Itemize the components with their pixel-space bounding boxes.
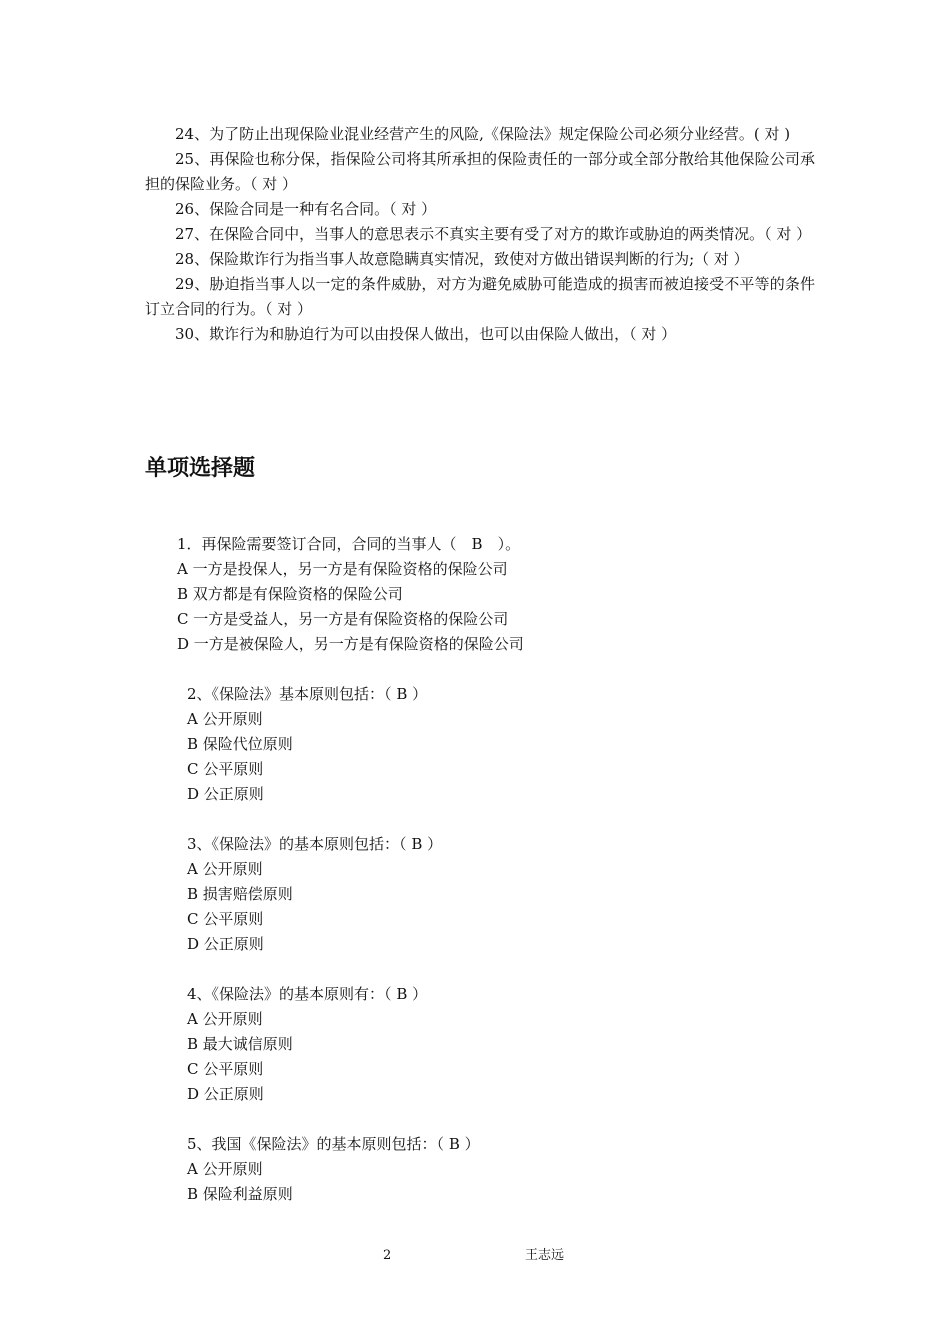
option-d: D 一方是被保险人，另一方是有保险资格的保险公司 xyxy=(177,635,524,653)
option-b: B 损害赔偿原则 xyxy=(187,885,293,903)
option-b: B 双方都是有保险资格的保险公司 xyxy=(177,585,403,603)
option-a: A 公开原则 xyxy=(187,1160,263,1178)
question-5 xyxy=(177,1132,797,1207)
tf-item-28: 28、保险欺诈行为指当事人故意隐瞒真实情况，致使对方做出错误判断的行为;（ 对 ） xyxy=(175,250,749,268)
question-text: 1．再保险需要签订合同，合同的当事人（ B ）。 xyxy=(177,535,521,553)
tf-item-25: 25、再保险也称分保，指保险公司将其所承担的保险责任的一部分或全部分散给其他保险公司承担的保险业务。（ 对 ） xyxy=(145,150,815,193)
option-a: A 公开原则 xyxy=(187,710,263,728)
option-b: B 保险代位原则 xyxy=(187,735,293,753)
option-b: B 保险利益原则 xyxy=(187,1185,293,1203)
option-b: B 最大诚信原则 xyxy=(187,1035,293,1053)
option-d: D 公正原则 xyxy=(187,935,264,953)
question-1 xyxy=(177,532,797,657)
option-c: C 公平原则 xyxy=(187,760,264,778)
option-d: D 公正原则 xyxy=(187,785,264,803)
question-text: 3、《保险法》的基本原则包括：（ B ） xyxy=(187,835,443,853)
tf-item-27: 27、在保险合同中，当事人的意思表示不真实主要有受了对方的欺诈或胁迫的两类情况。（ 对 ） xyxy=(175,225,812,243)
option-a: A 一方是投保人，另一方是有保险资格的保险公司 xyxy=(177,560,508,578)
option-a: A 公开原则 xyxy=(187,860,263,878)
question-3 xyxy=(177,832,797,957)
option-c: C 一方是受益人，另一方是有保险资格的保险公司 xyxy=(177,610,509,628)
question-text: 4、《保险法》的基本原则有：（ B ） xyxy=(187,985,428,1003)
option-c: C 公平原则 xyxy=(187,1060,264,1078)
footer-author: 王志远 xyxy=(525,1248,565,1263)
question-2 xyxy=(177,682,797,807)
section-heading: 单项选择题 xyxy=(145,456,256,481)
tf-item-24: 24、为了防止出现保险业混业经营产生的风险,《保险法》规定保险公司必须分业经营。( 对 ) xyxy=(175,125,791,143)
page-number: 2 xyxy=(383,1248,392,1263)
multiple-choice-section xyxy=(177,532,797,1232)
true-false-section xyxy=(145,122,815,347)
option-d: D 公正原则 xyxy=(187,1085,264,1103)
question-text: 2、《保险法》基本原则包括：（ B ） xyxy=(187,685,428,703)
question-4 xyxy=(177,982,797,1107)
tf-item-26: 26、保险合同是一种有名合同。（ 对 ） xyxy=(175,200,437,218)
option-c: C 公平原则 xyxy=(187,910,264,928)
question-text: 5、我国《保险法》的基本原则包括：（ B ） xyxy=(187,1135,480,1153)
option-a: A 公开原则 xyxy=(187,1010,263,1028)
tf-item-30: 30、欺诈行为和胁迫行为可以由投保人做出，也可以由保险人做出，（ 对 ） xyxy=(175,325,677,343)
tf-item-29: 29、胁迫指当事人以一定的条件威胁，对方为避免威胁可能造成的损害而被迫接受不平等的条件订立合同的行为。（ 对 ） xyxy=(145,275,815,318)
